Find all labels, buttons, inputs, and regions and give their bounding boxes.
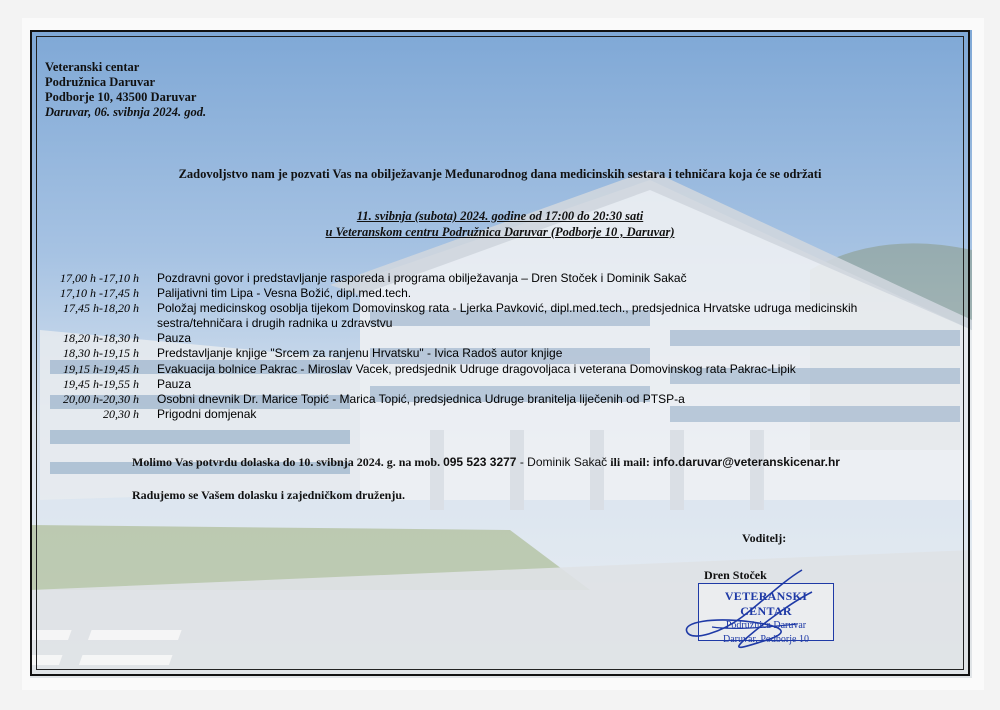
program-schedule xyxy=(40,271,960,422)
program-time: 19,45 h-19,55 h xyxy=(63,376,139,391)
event-date-time: 11. svibnja (subota) 2024. godine od 17:00 do 20:30 sati xyxy=(356,209,644,223)
sender-block xyxy=(45,60,206,120)
program-desc: Prigodni domjenak xyxy=(157,406,257,421)
program-time: 20,30 h xyxy=(103,406,139,421)
sender-address: Podborje 10, 43500 Daruvar xyxy=(45,90,197,104)
program-row xyxy=(40,331,960,346)
signature-role: Voditelj: xyxy=(742,531,787,545)
signature-name: Dren Stoček xyxy=(704,568,767,582)
program-desc: Evakuacija bolnice Pakrac - Miroslav Vacek, predsjednik Udruge dragovoljaca i veterana Domovinskog rata Pakrac-Lipik xyxy=(157,361,796,376)
handwritten-signature xyxy=(672,562,822,657)
rsvp-mail-label: ili mail: xyxy=(607,455,653,469)
program-row xyxy=(40,377,960,392)
sender-branch: Podružnica Daruvar xyxy=(45,75,156,89)
rsvp-email[interactable]: info.daruvar@veteranskicenar.hr xyxy=(652,455,840,469)
program-time: 17,00 h -17,10 h xyxy=(60,271,139,285)
rsvp-intro: Molimo Vas potvrdu dolaska do 10. svibnja 2024. g. na mob. xyxy=(132,455,444,469)
program-row xyxy=(40,346,960,361)
program-desc: Pozdravni govor i predstavljanje rasporeda i programa obilježavanja – Dren Stoček i Dominik Sakač xyxy=(157,271,687,285)
program-row xyxy=(40,286,960,301)
program-time: 17,45 h-18,20 h xyxy=(63,301,139,316)
program-row xyxy=(40,392,960,407)
program-time: 18,20 h-18,30 h xyxy=(63,331,139,346)
program-row xyxy=(40,407,960,422)
stamp-branch: Podružnica Daruvar xyxy=(725,620,807,631)
program-desc-line2: sestra/tehničara i drugih radnika u zdravstvu xyxy=(157,316,393,331)
program-time: 17,10 h -17,45 h xyxy=(60,286,139,301)
invitation-text: Zadovoljstvo nam je pozvati Vas na obilježavanje Međunarodnog dana medicinskih sestara i tehničara koja će se održati xyxy=(178,167,822,181)
program-row xyxy=(40,301,960,331)
program-desc: Pauza xyxy=(157,376,192,391)
event-details xyxy=(0,208,1000,240)
program-desc: Pauza xyxy=(157,331,192,346)
program-desc xyxy=(157,301,927,331)
rsvp-text xyxy=(132,455,840,470)
stamp-address: Daruvar, Podborje 10 xyxy=(723,634,809,645)
stamp-title: VETERANSKI CENTAR xyxy=(724,589,808,618)
program-desc: Predstavljanje knjige "Srcem za ranjenu Hrvatsku" - Ivica Radoš autor knjige xyxy=(157,346,563,361)
letter-date: Daruvar, 06. svibnja 2024. god. xyxy=(45,105,207,119)
sender-name: Veteranski centar xyxy=(45,60,140,74)
program-desc: Osobni dnevnik Dr. Marice Topić - Marica Topić, predsjednica Udruge branitelja liječenih od PTSP-a xyxy=(157,391,685,406)
program-time: 18,30 h-19,15 h xyxy=(63,346,139,361)
event-location: u Veteranskom centru Podružnica Daruvar (Podborje 10 , Daruvar) xyxy=(325,225,675,239)
program-row xyxy=(40,271,960,286)
program-row xyxy=(40,362,960,377)
closing-text: Radujemo se Vašem dolasku i zajedničkom druženju. xyxy=(132,488,406,502)
program-desc: Palijativni tim Lipa - Vesna Božić, dipl.med.tech. xyxy=(157,286,412,301)
program-desc-line1: Položaj medicinskog osoblja tijekom Domovinskog rata - Ljerka Pavković, dipl.med.tech., predsjednica Hrvatske udruga medicinskih xyxy=(157,301,858,316)
program-time: 19,15 h-19,45 h xyxy=(63,361,139,376)
rsvp-phone[interactable]: 095 523 3277 xyxy=(443,455,517,469)
rsvp-contact-person: - Dominik Sakač xyxy=(516,455,608,469)
program-time: 20,00 h-20,30 h xyxy=(63,391,139,406)
